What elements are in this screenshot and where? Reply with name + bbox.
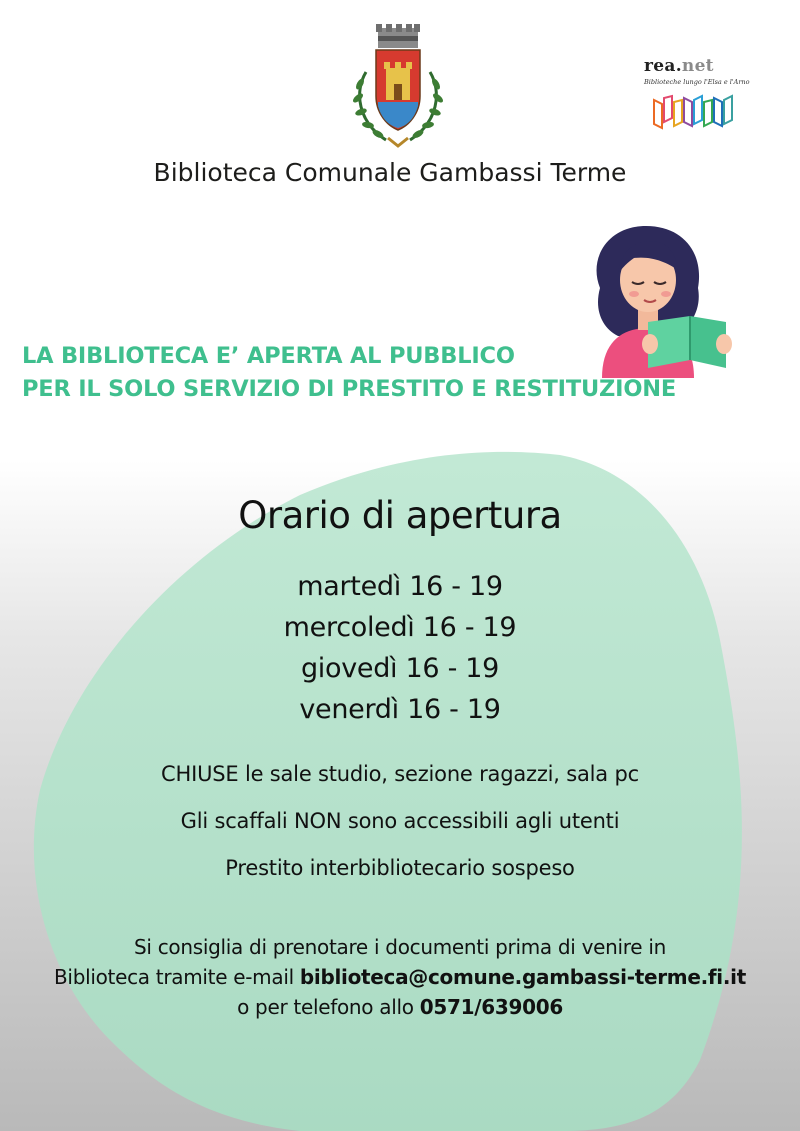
advice-line-3: o per telefono allo 0571/639006 bbox=[237, 995, 563, 1019]
coat-of-arms-icon bbox=[348, 22, 448, 150]
phone-number: 0571/639006 bbox=[419, 995, 563, 1019]
note-shelves: Gli scaffali NON sono accessibili agli utenti bbox=[180, 809, 620, 833]
announcement bbox=[22, 340, 676, 406]
hours-friday: venerdì 16 - 19 bbox=[299, 694, 501, 725]
library-name: Biblioteca Comunale Gambassi Terme bbox=[153, 158, 627, 187]
hours-wednesday: mercoledì 16 - 19 bbox=[283, 612, 517, 643]
hours-tuesday: martedì 16 - 19 bbox=[297, 571, 503, 602]
rea-net-name: rea.net bbox=[644, 56, 714, 76]
opening-hours-title: Orario di apertura bbox=[238, 494, 562, 537]
note-interlibrary-loan: Prestito interbibliotecario sospeso bbox=[225, 856, 575, 880]
opening-hours-list bbox=[0, 566, 800, 730]
service-notes bbox=[0, 762, 800, 903]
announcement-line-1: LA BIBLIOTECA E’ APERTA AL PUBBLICO bbox=[22, 343, 515, 369]
hours-thursday: giovedì 16 - 19 bbox=[300, 653, 500, 684]
advice-line-2: Biblioteca tramite e-mail biblioteca@comune.gambassi-terme.fi.it bbox=[54, 965, 746, 989]
rea-net-logo bbox=[644, 56, 784, 136]
booking-advice bbox=[0, 932, 800, 1022]
rea-net-tagline: Biblioteche lungo l'Elsa e l'Arno bbox=[644, 78, 750, 86]
announcement-line-2: PER IL SOLO SERVIZIO DI PRESTITO E RESTITUZIONE bbox=[22, 376, 677, 402]
rea-net-books-icon bbox=[652, 94, 736, 130]
advice-line-1: Si consiglia di prenotare i documenti prima di venire in bbox=[134, 935, 666, 959]
note-closed-rooms: CHIUSE le sale studio, sezione ragazzi, sala pc bbox=[161, 762, 639, 786]
email-address: biblioteca@comune.gambassi-terme.fi.it bbox=[299, 965, 746, 989]
